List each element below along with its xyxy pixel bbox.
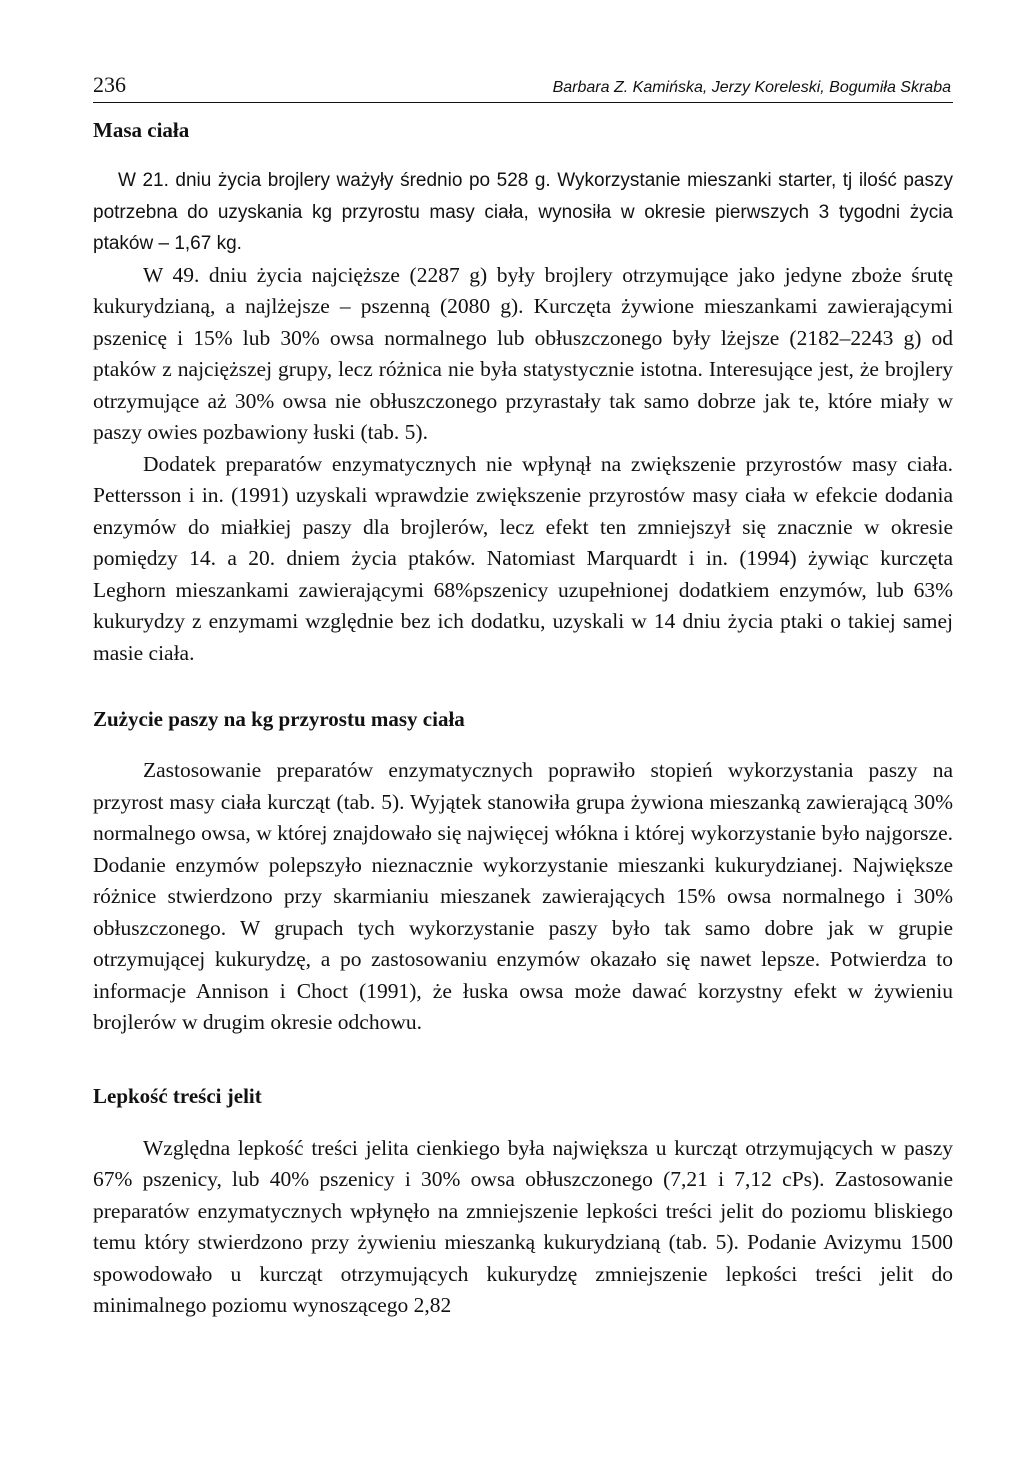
paragraph-masa-1: W 21. dniu życia brojlery ważyły średnio po 528 g. Wykorzystanie mieszanki starter, tj ilość paszy potrzebna do uzyskania kg przyrostu masy ciała, wynosiła w okresie pierwszych 3 tygodni życia ptaków – 1,67 kg. — [93, 170, 953, 254]
paragraph-zuzycie-1: Zastosowanie preparatów enzymatycznych poprawiło stopień wykorzystania paszy na przyrost masy ciała kurcząt (tab. 5). Wyjątek stanowiła grupa żywiona mieszanką zawierającą 30% normalnego owsa, w której znajdowało się najwięcej włókna i której wykorzystanie było najgorsze. Dodanie enzymów polepszyło nieznacznie wykorzystanie mieszanki kukurydzianej. Największe różnice stwierdzono przy skarmianiu mieszanek zawierających 15% owsa normalnego i 30% obłuszczonego. W grupach tych wykorzystanie paszy było tak samo dobre jak w grupie otrzymującej kukurydzę, a po zastosowaniu enzymów okazało się nawet lepsze. Potwierdza to informacje Annison i Choct (1991), że łuska owsa może dawać korzystny efekt w żywieniu brojlerów w drugim okresie odchowu. — [93, 758, 953, 1034]
section-heading-lepkosc: Lepkość treści jelit — [93, 1083, 262, 1108]
paragraph-masa-3: Dodatek preparatów enzymatycznych nie wpłynął na zwiększenie przyrostów masy ciała. Pettersson i in. (1991) uzyskali wprawdzie zwiększenie przyrostów masy ciała w efekcie dodania enzymów do miałkiej paszy dla brojlerów, lecz efekt ten zmniejszył się znacznie w okresie pomiędzy 14. a 20. dniem życia ptaków. Natomiast Marquardt i in. (1994) żywiąc kurczęta Leghorn mieszankami zawierającymi 68%pszenicy uzupełnionej dodatkiem enzymów, lub 63% kukurydzy z enzymami względnie bez ich dodatku, uzyskali w 14 dniu życia ptaki o takiej samej masie ciała. — [93, 451, 953, 665]
paragraph-masa-2: W 49. dniu życia najcięższe (2287 g) były brojlery otrzymujące jako jedyne zboże śrutę kukurydzianą, a najlżejsze – pszenną (2080 g). Kurczęta żywione mieszankami zawierającymi pszenicę i 15% lub 30% owsa normalnego lub obłuszczonego były lżejsze (2182–2243 g) od ptaków z najcięższej grupy, lecz różnica nie była statystycznie istotna. Interesujące jest, że brojlery otrzymujące aż 30% owsa nie obłuszczonego przyrastały tak samo dobrze jak te, które miały w paszy owies pozbawiony łuski (tab. 5). — [93, 262, 953, 444]
page — [93, 72, 953, 1322]
section-heading-masa: Masa ciała — [93, 118, 190, 142]
running-head — [93, 72, 953, 103]
page-number: 236 — [93, 72, 126, 97]
section-heading-zuzycie: Zużycie paszy na kg przyrostu masy ciała — [93, 707, 465, 731]
paragraph-lepkosc-1: Względna lepkość treści jelita cienkiego była największa u kurcząt otrzymujących w paszy 67% pszenicy, lub 40% pszenicy i 30% owsa obłuszczonego (7,21 i 7,12 cPs). Zastosowanie preparatów enzymatycznych wpłynęło na zmniejszenie lepkości treści jelit do poziomu bliskiego temu który stwierdzono przy żywieniu mieszanką kukurydzianą (tab. 5). Podanie Avizymu 1500 spowodowało u kurcząt otrzymujących kukurydzę zmniejszenie lepkości treści jelit do minimalnego poziomu wynoszącego 2,82 — [93, 1135, 953, 1317]
running-head-authors: Barbara Z. Kamińska, Jerzy Koreleski, Bogumiła Skraba — [552, 79, 951, 96]
